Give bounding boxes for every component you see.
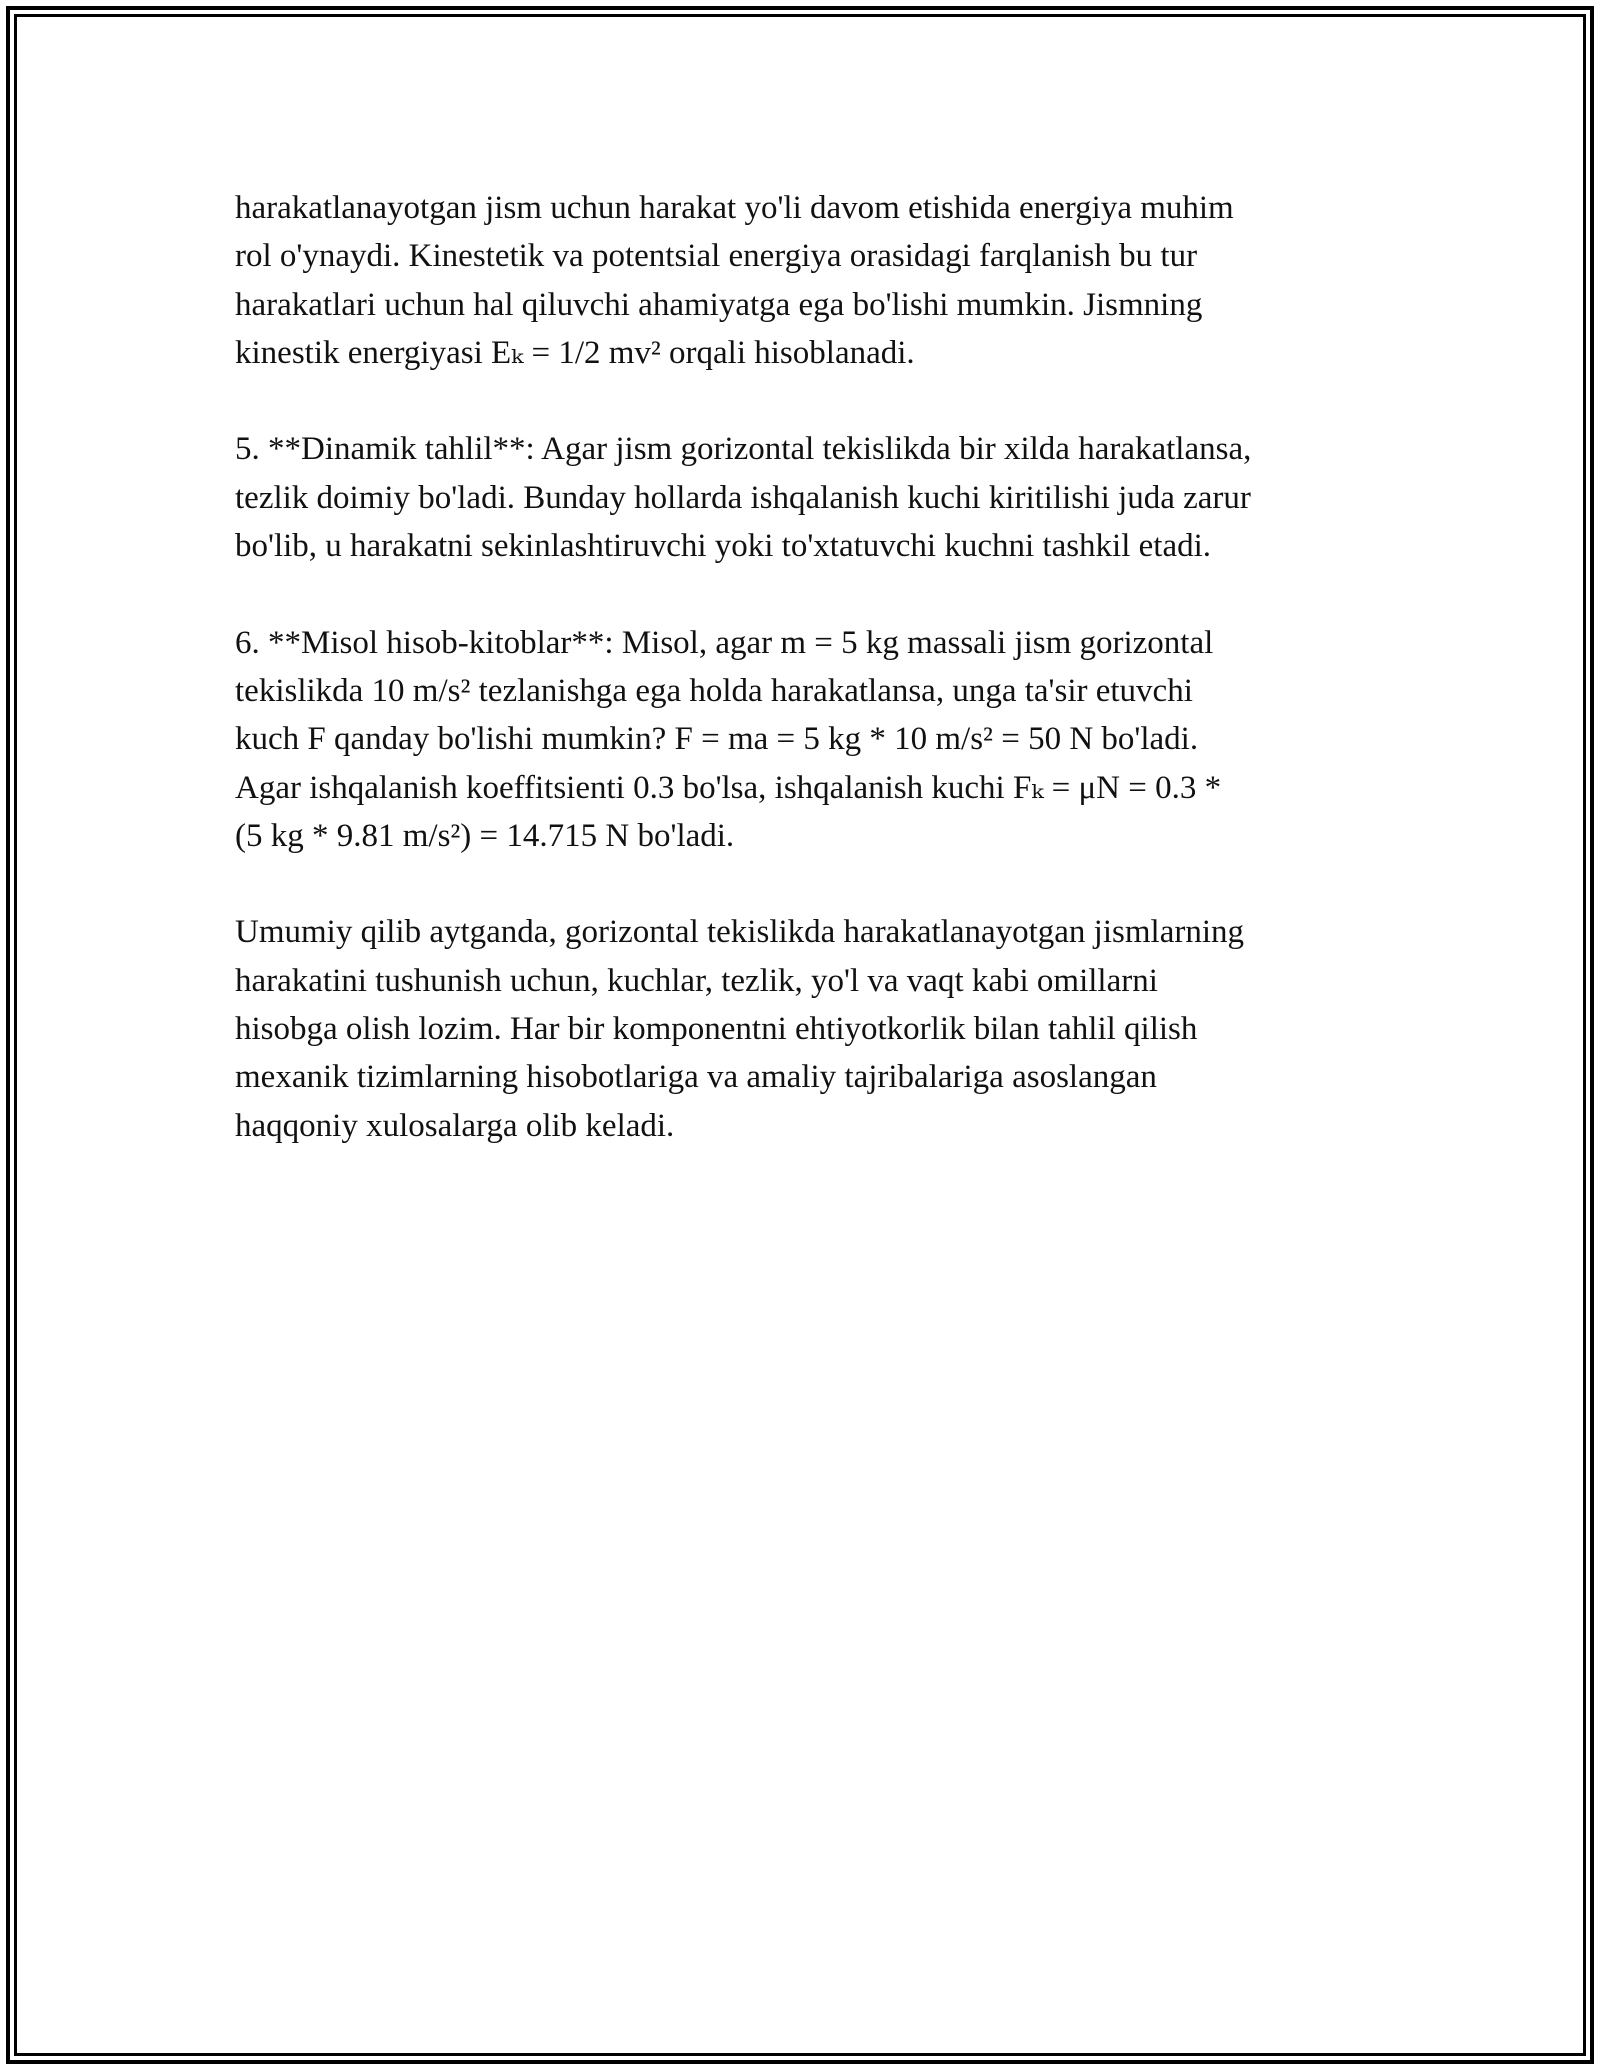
text-line: haqqoniy xulosalarga olib keladi. [235, 1107, 675, 1144]
text-line: Agar ishqalanish koeffitsienti 0.3 bo'lsa, ishqalanish kuchi Fₖ = μN = 0.3 * [235, 769, 1222, 806]
text-line: hisobga olish lozim. Har bir komponentni ehtiyotkorlik bilan tahlil qilish [235, 1011, 1198, 1048]
paragraph-energy [235, 184, 1395, 377]
text-line: bo'lib, u harakatni sekinlashtiruvchi yoki to'xtatuvchi kuchni tashkil etadi. [235, 528, 1212, 565]
text-line: harakatlanayotgan jism uchun harakat yo'li davom etishida energiya muhim [235, 190, 1234, 226]
paragraph-example-calculations [235, 619, 1395, 860]
text-line: kuch F qanday bo'lishi mumkin? F = ma = 5 kg * 10 m/s² = 50 N bo'ladi. [235, 721, 1199, 758]
text-line: harakatini tushunish uchun, kuchlar, tezlik, yo'l va vaqt kabi omillarni [235, 962, 1158, 999]
document-body [235, 184, 1395, 1198]
text-line: Umumiy qilib aytganda, gorizontal tekislikda harakatlanayotgan jismlarning [235, 914, 1244, 951]
paragraph-conclusion [235, 908, 1395, 1149]
text-line: harakatlari uchun hal qiluvchi ahamiyatga ega bo'lishi mumkin. Jismning [235, 286, 1203, 323]
text-line: 6. **Misol hisob-kitoblar**: Misol, agar m = 5 kg massali jism gorizontal [235, 624, 1214, 661]
text-line: tekislikda 10 m/s² tezlanishga ega holda harakatlansa, unga ta'sir etuvchi [235, 672, 1193, 709]
text-line: kinestik energiyasi Eₖ = 1/2 mv² orqali hisoblanadi. [235, 334, 915, 371]
text-line: (5 kg * 9.81 m/s²) = 14.715 N bo'ladi. [235, 817, 735, 854]
paragraph-dynamic-analysis [235, 425, 1395, 570]
text-line: rol o'ynaydi. Kinestetik va potentsial energiya orasidagi farqlanish bu tur [235, 238, 1198, 275]
text-line: tezlik doimiy bo'ladi. Bunday hollarda ishqalanish kuchi kiritilishi juda zarur [235, 479, 1251, 516]
text-line: mexanik tizimlarning hisobotlariga va amaliy tajribalariga asoslangan [235, 1059, 1157, 1096]
text-line: 5. **Dinamik tahlil**: Agar jism gorizontal tekislikda bir xilda harakatlansa, [235, 431, 1252, 468]
